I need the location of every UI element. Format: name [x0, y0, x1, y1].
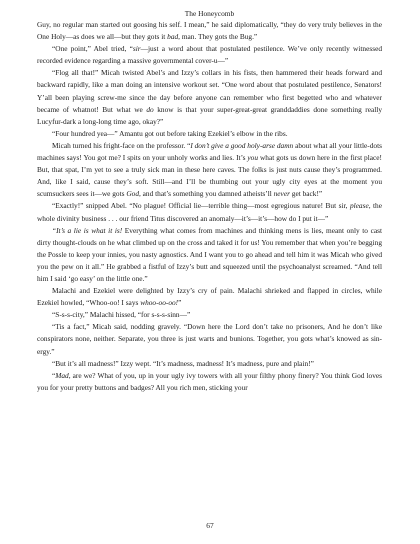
running-head: The Honeycomb	[184, 9, 235, 18]
text-run: “Exactly!” snipped Abel. “No plague! Official lie—terrible thing—most egregious nature! But sir,	[52, 201, 350, 211]
paragraph	[37, 43, 382, 67]
paragraph	[37, 19, 382, 43]
text-run: , man. They gots the Bug.”	[178, 32, 258, 42]
text-run: “	[52, 370, 56, 380]
italic-text: I don’t give a good holy-arse damn	[190, 140, 294, 150]
text-run: what gots us down here in the first place! But, that spat, I’m yet to see a truly sick man in these here caves. The folks is just nuts cause they’s programmed. And, like I said, cause they’s soft. Still—and I’ll be thumbing out your ugly city eyes at the moment you scumsuckers sees it—we gots	[37, 153, 382, 199]
paragraph	[37, 225, 382, 285]
text-run: , are we? What of you, up in your ugly ivy towers with all your filthy phony finery? You think God loves you for your pretty buttons and badges? All you rich men, sticking your	[37, 370, 382, 392]
italic-text: “It’s a lie is what it is!	[52, 225, 123, 235]
text-run: , the whole divinity business . . . our friend Titus discovered an anomaly—it’s—it’s—how do I put it—”	[37, 201, 382, 223]
text-run: “S-s-s-city,” Malachi hissed, “for s-s-s-sinn—”	[52, 310, 191, 320]
paragraph	[37, 321, 382, 357]
text-run: about what all your little-dots machines says! You got me? I spits on your unholy works and lies. It’s	[37, 140, 382, 163]
paragraph	[37, 309, 382, 321]
italic-text: whoo-oo-oo!	[140, 298, 179, 308]
text-run: Guy, no regular man started out goosing his self. I mean,” he said diplomatically, “they do very truly believes in the One Holy—as does we all—but they gots it	[37, 20, 382, 42]
text-run: “Four hundred yea—” Amantu got out before taking Ezekiel’s elbow in the ribs.	[52, 128, 288, 138]
italic-text: do	[146, 104, 154, 114]
text-run: know is that your super-great-great granddaddies done something really Lucyfur-dark a long-long time ago, okay?”	[37, 104, 382, 126]
text-run: Everything what comes from machines and thinking mens is lies, meant only to cast dirty thought-clouds on he what climbed up on the cross and taked it for us! You remember that when you’re begging the Possle to keep your innies, you nasty agnostics. And I want you to go ahead and tell him it was Micah who gived you the pew on it all.” He grabbed a fistful of Izzy’s butt and squeezed until the psychoanalyst screamed. “And tell him I said ‘go easy’ on the little one.”	[37, 225, 382, 283]
text-run: “One point,” Abel tried, “	[52, 44, 133, 54]
text-run: , and that’s something you damned atheists’ll	[139, 189, 274, 199]
page-number: 67	[206, 521, 214, 530]
text-run: get back!”	[289, 189, 323, 199]
italic-text: never	[273, 189, 290, 199]
italic-text: please	[349, 201, 369, 211]
paragraph	[37, 128, 382, 140]
text-run: Micah turned his fright-face on the professor. “	[52, 140, 191, 150]
text-run: ”	[178, 298, 182, 308]
italic-text: sir	[132, 44, 141, 54]
italic-text: Mad	[55, 370, 69, 380]
text-run: “Tis a fact,” Micah said, nodding gravely. “Down here the Lord don’t take no prisoners, And he don’t like conspirators none, neither. Separate, you three is just warts and bunions. Together, you gots what’s knowed as sin-ergy.”	[37, 322, 382, 356]
text-run: Malachi and Ezekiel were delighted by Izzy’s cry of pain. Malachi shrieked and flapped in circles, while Ezekiel howled, “Whoo-oo! I says	[37, 286, 382, 308]
paragraph	[37, 140, 382, 200]
text-run: “But it’s all madness!” Izzy wept. “It’s madness, madness! It’s madness, pure and plain!”	[52, 358, 314, 368]
body-text	[37, 19, 382, 394]
paragraph	[37, 67, 382, 127]
italic-text: God	[126, 189, 139, 199]
paragraph	[37, 370, 382, 394]
paragraph	[37, 200, 382, 224]
paragraph	[37, 285, 382, 309]
text-run: “Flog all that!” Micah twisted Abel’s and Izzy’s collars in his fists, then hammered their heads forward and backward rapidly, like a man doing an intensive workout set. “One word about that postulated pestilence, Senators! Y’all been playing screw-me since the day before anyone can remember who first begetted who and whatever became of whatnot! But what we	[37, 68, 382, 114]
italic-text: you	[247, 153, 259, 163]
text-run: —just a word about that postulated pestilence. We’ve only recently witnessed recorded evidence regarding a massive governmental cover-u—”	[37, 44, 383, 66]
italic-text: bad	[167, 32, 179, 42]
paragraph	[37, 358, 382, 370]
